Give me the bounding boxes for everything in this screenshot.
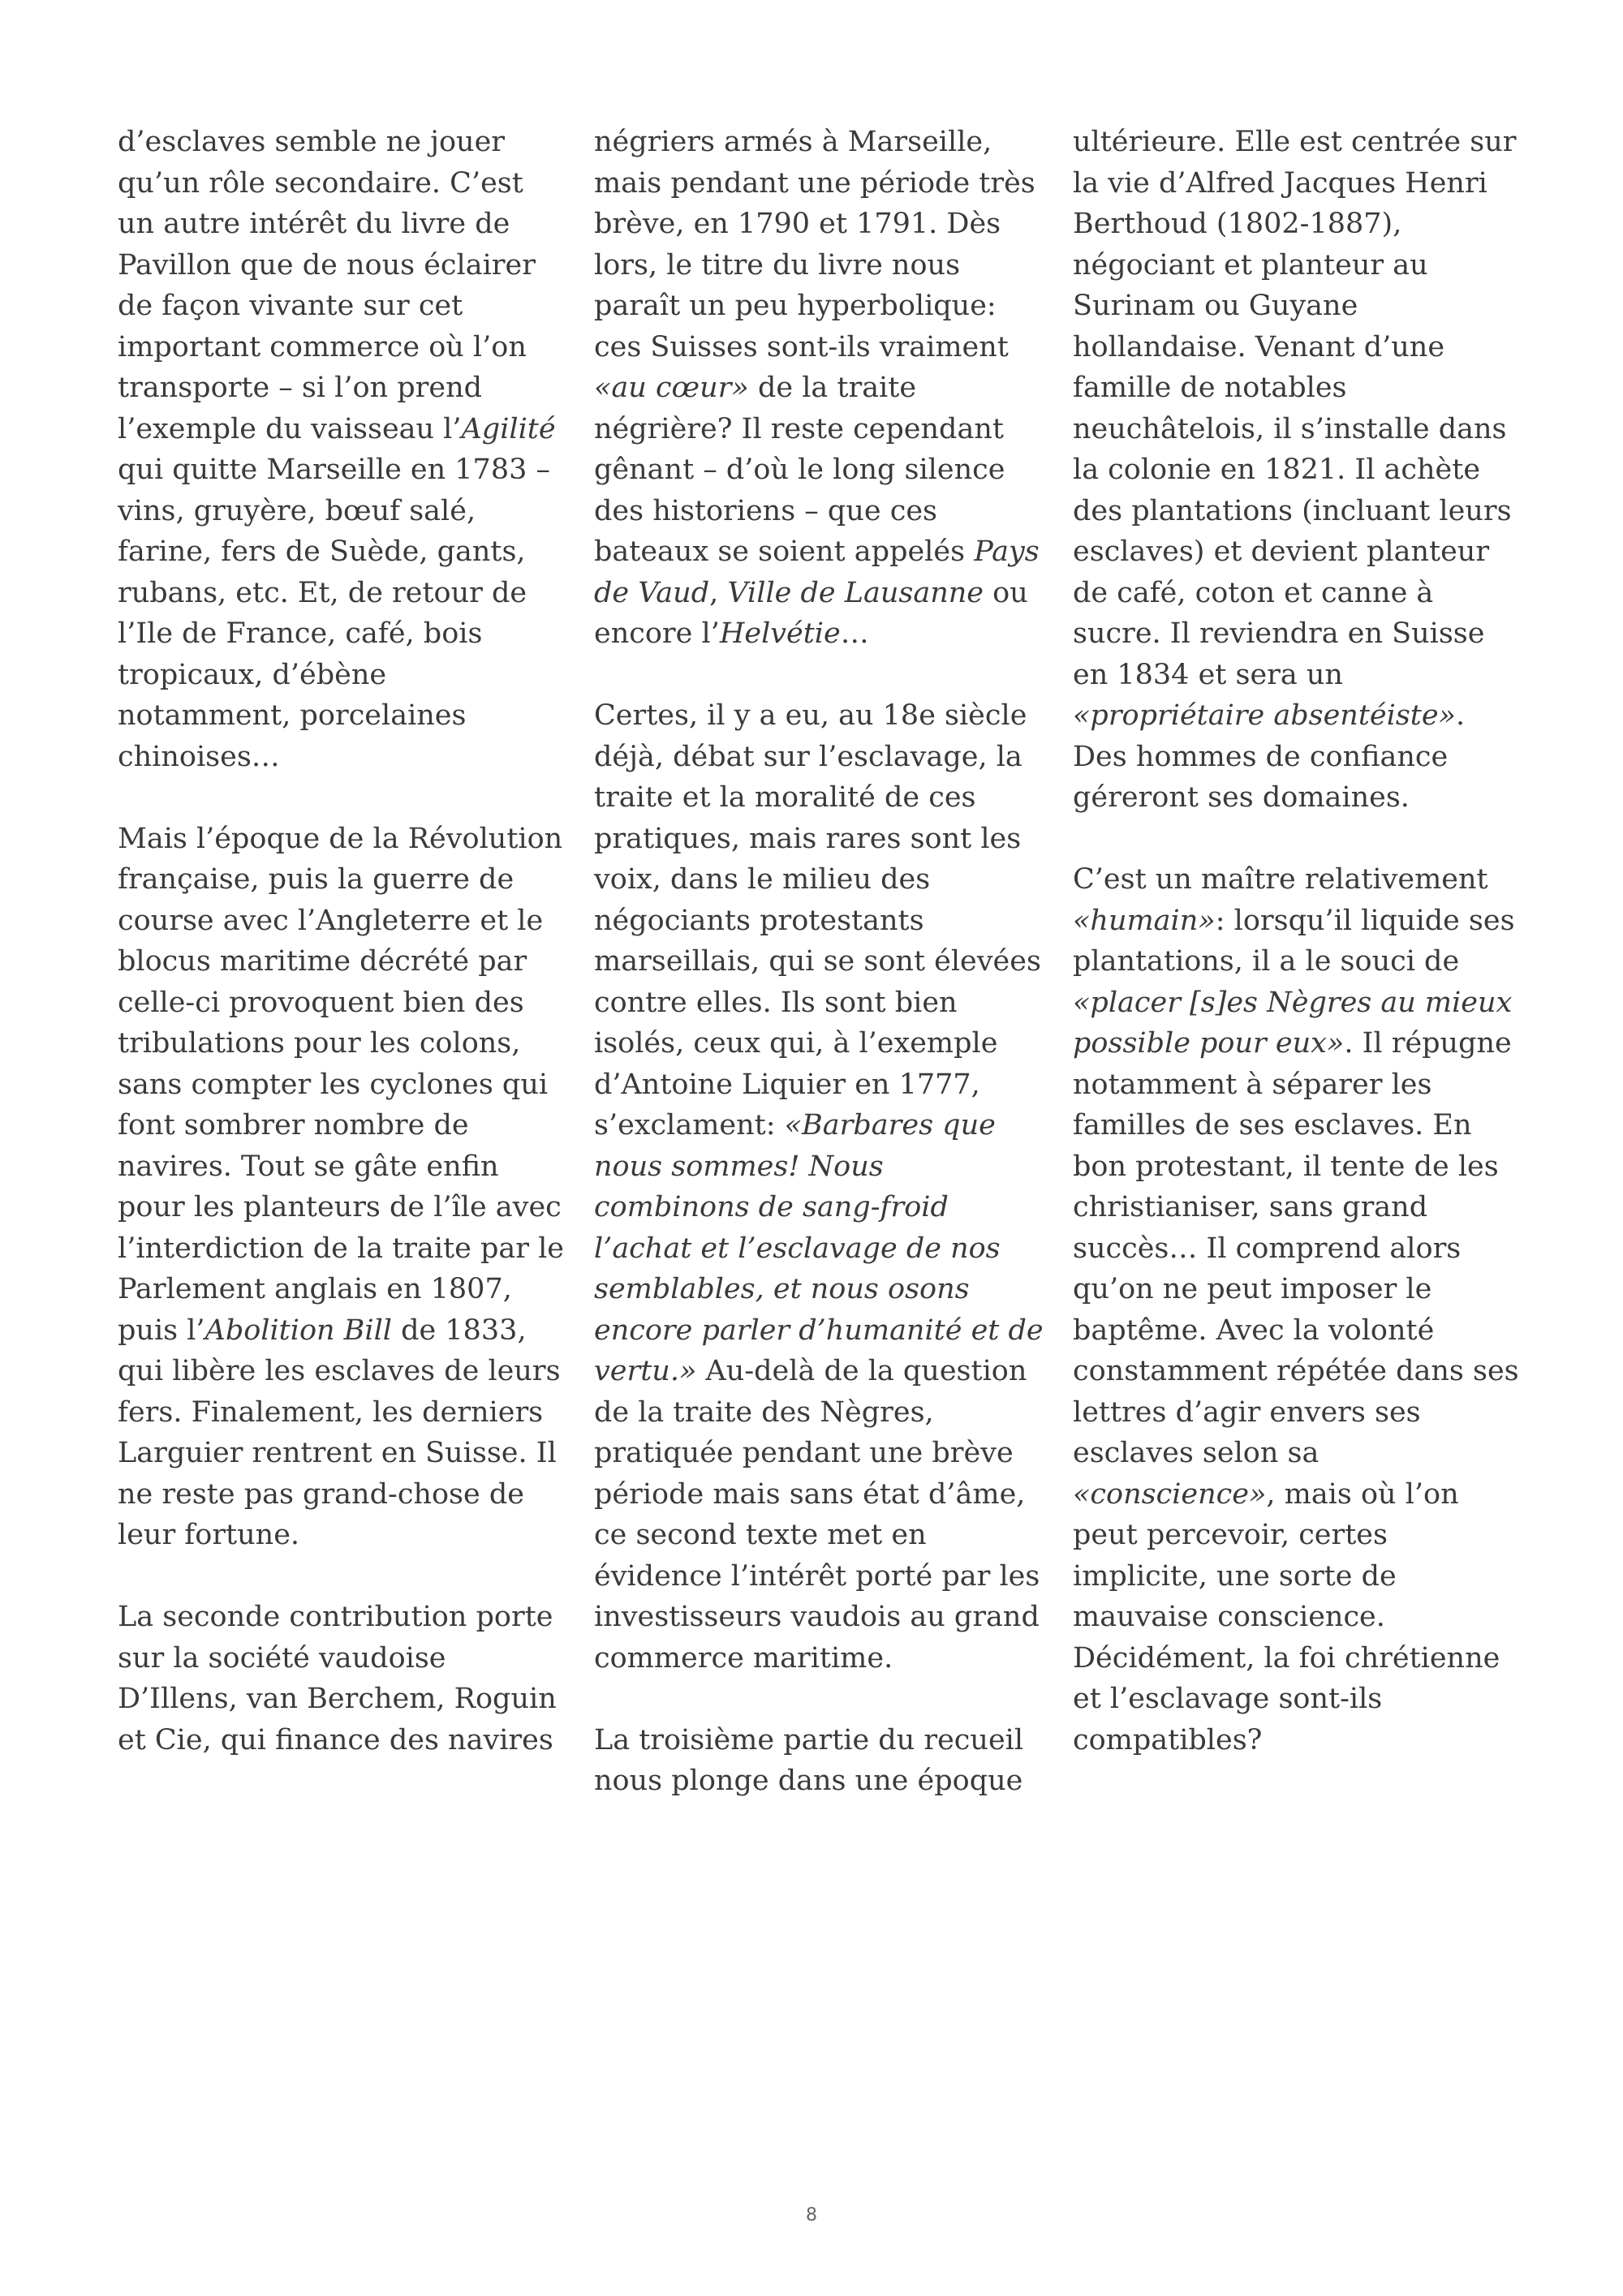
- text-run: Mais l’époque de la Révolution française, puis la guerre de course avec l’Angleterre et le blocus maritime décrété par celle-ci provoquent bien des tribulations pour les colons, sans compter les cyclones qui font sombrer nombre de navires. Tout se gâte enfin pour les planteurs de l’île avec l’interdiction de la traite par le Parlement anglais en 1807, puis l’: [118, 822, 564, 1347]
- text-run: , mais où l’on peut percevoir, certes implicite, une sorte de mauvaise conscience. Décidément, la foi chrétienne et l’esclavage sont-ils compatibles?: [1073, 1477, 1500, 1756]
- text-run: négriers armés à Marseille, mais pendant une période très brève, en 1790 et 1791. Dès lors, le titre du livre nous paraît un peu hyperbolique: ces Suisses sont-ils vraiment: [594, 126, 1035, 363]
- italic-text: «Barbares que nous sommes! Nous combinons de sang-froid l’achat et l’esclavage de nos semblables, et nous osons encore parler d’humanité et de vertu.»: [594, 1109, 1044, 1387]
- text-run: La troisième partie du recueil nous plonge dans une époque: [594, 1723, 1024, 1797]
- page-number: 8: [806, 2205, 817, 2225]
- text-run: La seconde contribution porte sur la société vaudoise D’Illens, van Berchem, Roguin et Cie, qui finance des navires: [118, 1601, 557, 1756]
- italic-text: Pays de Vaud: [594, 535, 1040, 609]
- text-run: ,: [709, 576, 728, 609]
- paragraph: [1073, 122, 1527, 819]
- text-run: d’esclaves semble ne jouer qu’un rôle secondaire. C’est un autre intérêt du livre de Pavillon que de nous éclairer de façon vivante sur cet important commerce où l’on transporte – si l’on prend l’exemple du vaisseau l’: [118, 126, 536, 445]
- italic-text: «conscience»: [1073, 1477, 1267, 1511]
- text-run: ou encore l’: [594, 576, 1028, 650]
- text-run: de 1833, qui libère les esclaves de leurs fers. Finalement, les derniers Larguier rentrent en Suisse. Il ne reste pas grand-chose de leur fortune.: [118, 1314, 561, 1551]
- italic-text: «propriétaire absentéiste»: [1073, 699, 1456, 732]
- paragraph: [118, 819, 568, 1556]
- text-run: Au-delà de la question de la traite des Nègres, pratiquée pendant une brève période mais sans état d’âme, ce second texte met en évidence l’intérêt porté par les investisseurs vaudois au grand commerce maritime.: [594, 1355, 1040, 1675]
- text-column-1: [118, 122, 568, 1761]
- text-column-2: [594, 122, 1044, 1802]
- italic-text: Abolition Bill: [204, 1314, 392, 1347]
- italic-text: Helvétie: [719, 617, 841, 650]
- paragraph: [118, 122, 568, 777]
- text-run: ultérieure. Elle est centrée sur la vie d’Alfred Jacques Henri Berthoud (1802-1887), négociant et planteur au Surinam ou Guyane hollandaise. Venant d’une famille de notables neuchâtelois, il s’installe dans la colonie en 1821. Il achète des plantations (incluant leurs esclaves) et devient planteur de café, coton et canne à sucre. Il reviendra en Suisse en 1834 et sera un: [1073, 126, 1517, 691]
- paragraph: [118, 1597, 568, 1761]
- text-column-3: [1073, 122, 1527, 1761]
- text-run: de la traite négrière? Il reste cependant gênant – d’où le long silence des historiens – que ces bateaux se soient appelés: [594, 372, 1005, 568]
- text-run: . Il répugne notamment à séparer les familles de ses esclaves. En bon protestant, il tente de les christianiser, sans grand succès… Il comprend alors qu’on ne peut imposer le baptême. Avec la volonté constamment répétée dans ses lettres d’agir envers ses esclaves selon sa: [1073, 1027, 1519, 1469]
- text-run: : lorsqu’il liquide ses plantations, il a le souci de: [1073, 904, 1515, 978]
- text-run: C’est un maître relativement: [1073, 863, 1488, 896]
- italic-text: «au cœur»: [594, 372, 749, 404]
- italic-text: «placer [s]es Nègres au mieux possible pour eux»: [1073, 986, 1513, 1060]
- italic-text: Ville de Lausanne: [727, 576, 984, 609]
- paragraph: [594, 695, 1044, 1679]
- paragraph: [1073, 859, 1527, 1761]
- italic-text: «humain»: [1073, 904, 1216, 937]
- paragraph: [594, 122, 1044, 655]
- text-run: qui quitte Marseille en 1783 – vins, gruyère, bœuf salé, farine, fers de Suède, gants, rubans, etc. Et, de retour de l’Ile de France, café, bois tropicaux, d’ébène notamment, porcelaines chinoises…: [118, 454, 550, 773]
- text-run: Certes, il y a eu, au 18e siècle déjà, débat sur l’esclavage, la traite et la moralité de ces pratiques, mais rares sont les voix, dans le milieu des négociants protestants marseillais, qui se sont élevées contre elles. Ils sont bien isolés, ceux qui, à l’exemple d’Antoine Liquier en 1777, s’exclament:: [594, 699, 1041, 1142]
- text-run: …: [840, 617, 869, 650]
- text-run: . Des hommes de confiance géreront ses domaines.: [1073, 699, 1466, 814]
- italic-text: Agilité: [461, 412, 556, 445]
- paragraph: [594, 1720, 1044, 1802]
